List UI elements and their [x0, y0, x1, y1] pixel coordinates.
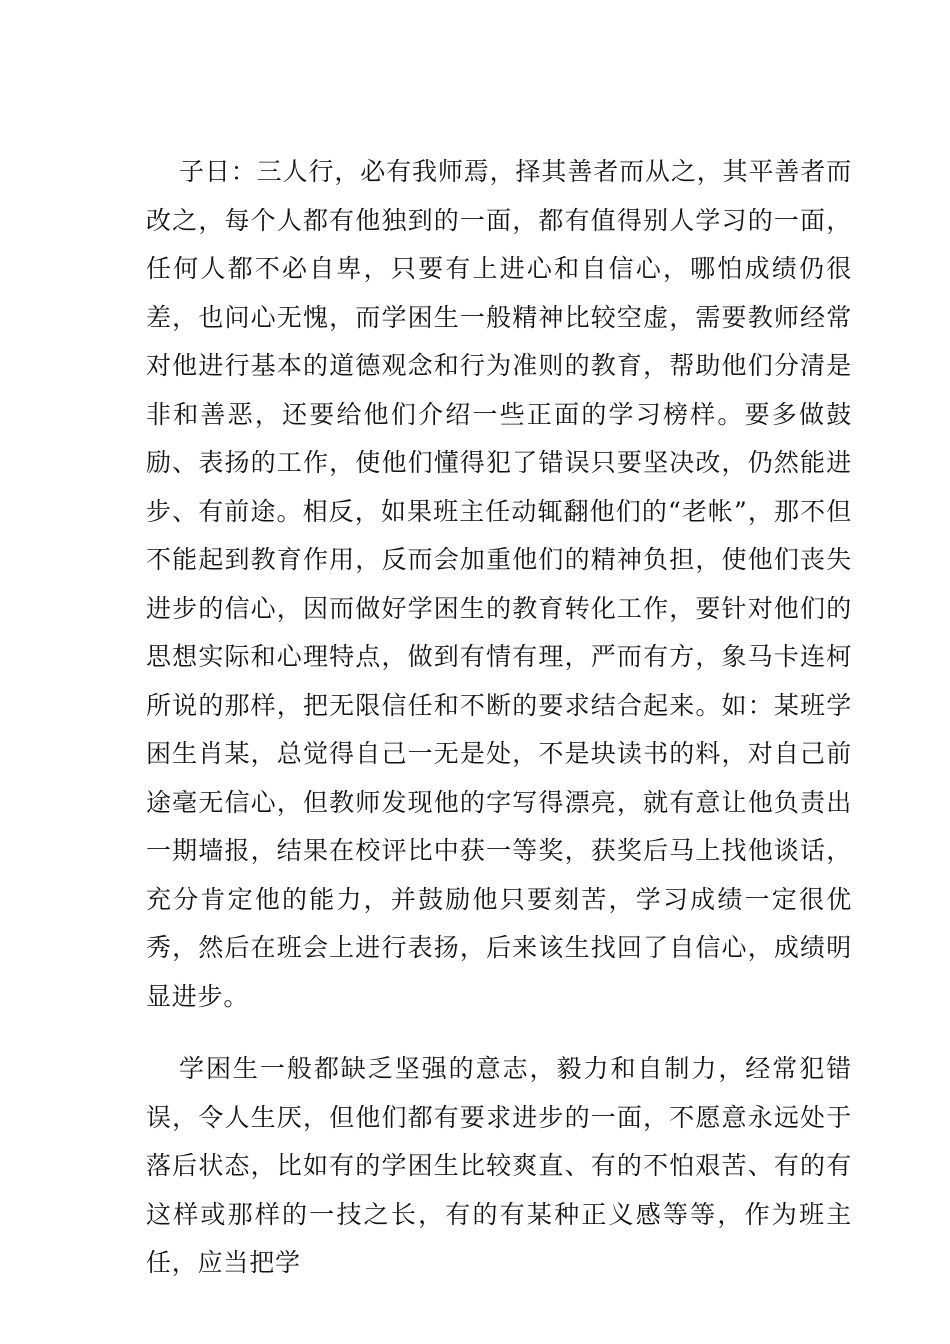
document-body — [146, 148, 852, 1288]
paragraph: 子日：三人行，必有我师焉，择其善者而从之，其平善者而改之，每个人都有他独到的一面，都有值得别人学习的一面，任何人都不必自卑，只要有上进心和自信心，哪怕成绩仍很差，也问心无愧，而学困生一般精神比较空虚，需要教师经常对他进行基本的道德观念和行为准则的教育，帮助他们分清是非和善恶，还要给他们介绍一些正面的学习榜样。要多做鼓励、表扬的工作，使他们懂得犯了错误只要坚决改，仍然能进步、有前途。相反，如果班主任动辄翻他们的“老帐”，那不但不能起到教育作用，反而会加重他们的精神负担，使他们丧失进步的信心，因而做好学困生的教育转化工作，要针对他们的思想实际和心理特点，做到有情有理，严而有方，象马卡连柯所说的那样，把无限信任和不断的要求结合起来。如：某班学困生肖某，总觉得自己一无是处，不是块读书的料，对自己前途毫无信心，但教师发现他的字写得漂亮，就有意让他负责出一期墙报，结果在校评比中获一等奖，获奖后马上找他谈话，充分肯定他的能力，并鼓励他只要刻苦，学习成绩一定很优秀，然后在班会上进行表扬，后来该生找回了自信心，成绩明显进步。 — [146, 157, 852, 1011]
paragraph: 学困生一般都缺乏坚强的意志，毅力和自制力，经常犯错误，令人生厌，但他们都有要求进步的一面，不愿意永远处于落后状态，比如有的学困生比较爽直、有的不怕艰苦、有的有这样或那样的一技之长，有的有某种正义感等等，作为班主任，应当把学 — [146, 1054, 852, 1277]
